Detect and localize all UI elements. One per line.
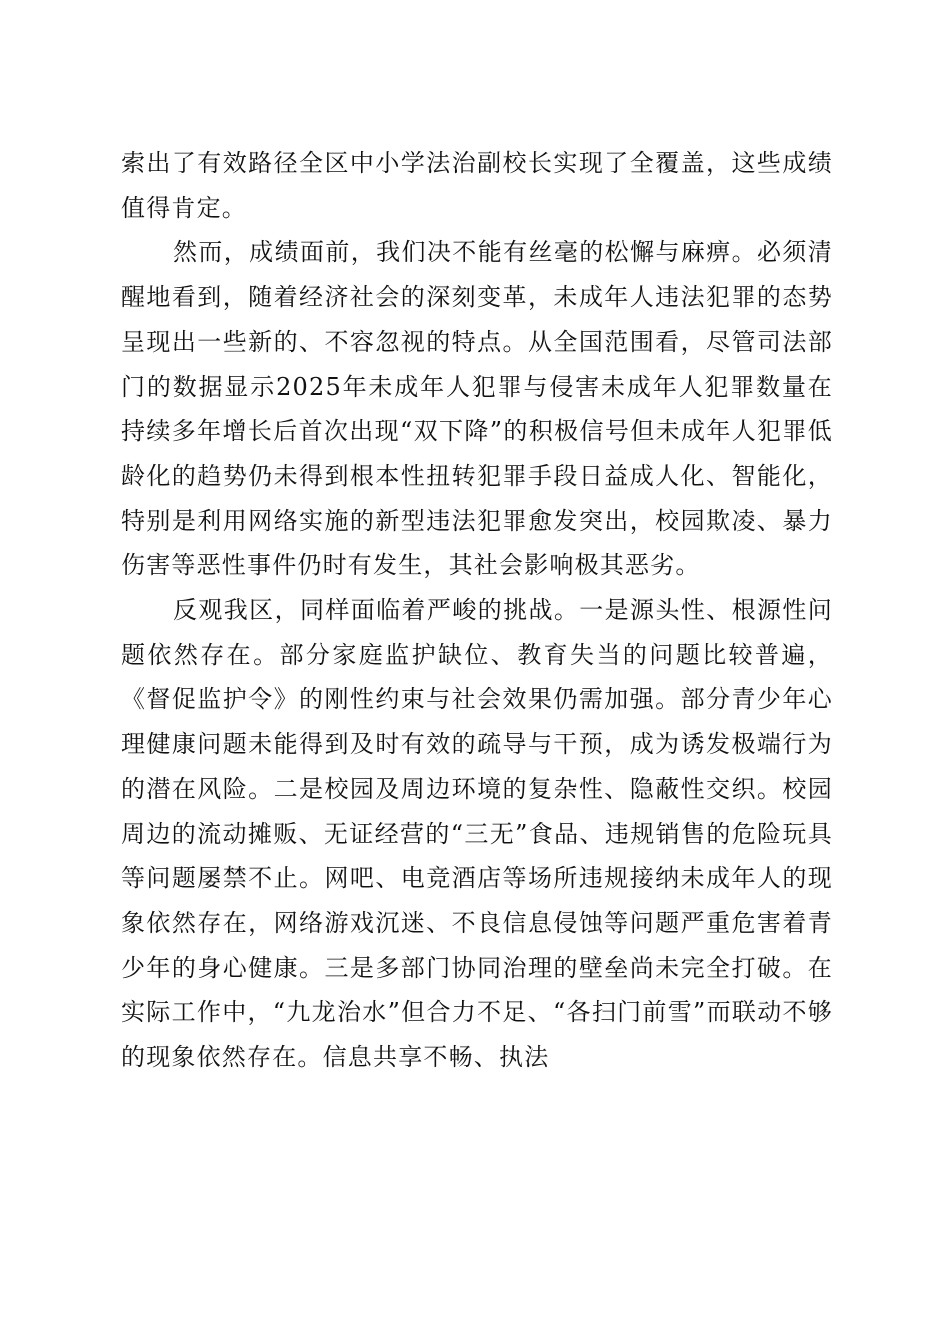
paragraph-challenges-local: 反观我区，同样面临着严峻的挑战。一是源头性、根源性问题依然存在。部分家庭监护缺位、教育失当的问题比较普遍，《督促监护令》的刚性约束与社会效果仍需加强。部分青少年心理健康问题未能得到及时有效的疏导与干预，成为诱发极端行为的潜在风险。二是校园及周边环境的复杂性、隐蔽性交织。校园周边的流动摊贩、无证经营的“三无”食品、违规销售的危险玩具等问题屡禁不止。网吧、电竞酒店等场所违规接纳未成年人的现象依然存在，网络游戏沉迷、不良信息侵蚀等问题严重危害着青少年的身心健康。三是多部门协同治理的壁垒尚未完全打破。在实际工作中，“九龙治水”但合力不足、“各扫门前雪”而联动不够的现象依然存在。信息共享不畅、执法: [121, 596, 833, 1072]
paragraph-continuation: 索出了有效路径全区中小学法治副校长实现了全覆盖，这些成绩值得肯定。: [121, 149, 833, 222]
paragraph-challenges-national: 然而，成绩面前，我们决不能有丝毫的松懈与麻痹。必须清醒地看到，随着经济社会的深刻变革，未成年人违法犯罪的态势呈现出一些新的、不容忽视的特点。从全国范围看，尽管司法部门的数据显示2025年未成年人犯罪与侵害未成年人犯罪数量在持续多年增长后首次出现“双下降”的积极信号但未成年人犯罪低龄化的趋势仍未得到根本性扭转犯罪手段日益成人化、智能化，特别是利用网络实施的新型违法犯罪愈发突出，校园欺凌、暴力伤害等恶性事件仍时有发生，其社会影响极其恶劣。: [121, 238, 833, 580]
document-body: [121, 141, 833, 1080]
